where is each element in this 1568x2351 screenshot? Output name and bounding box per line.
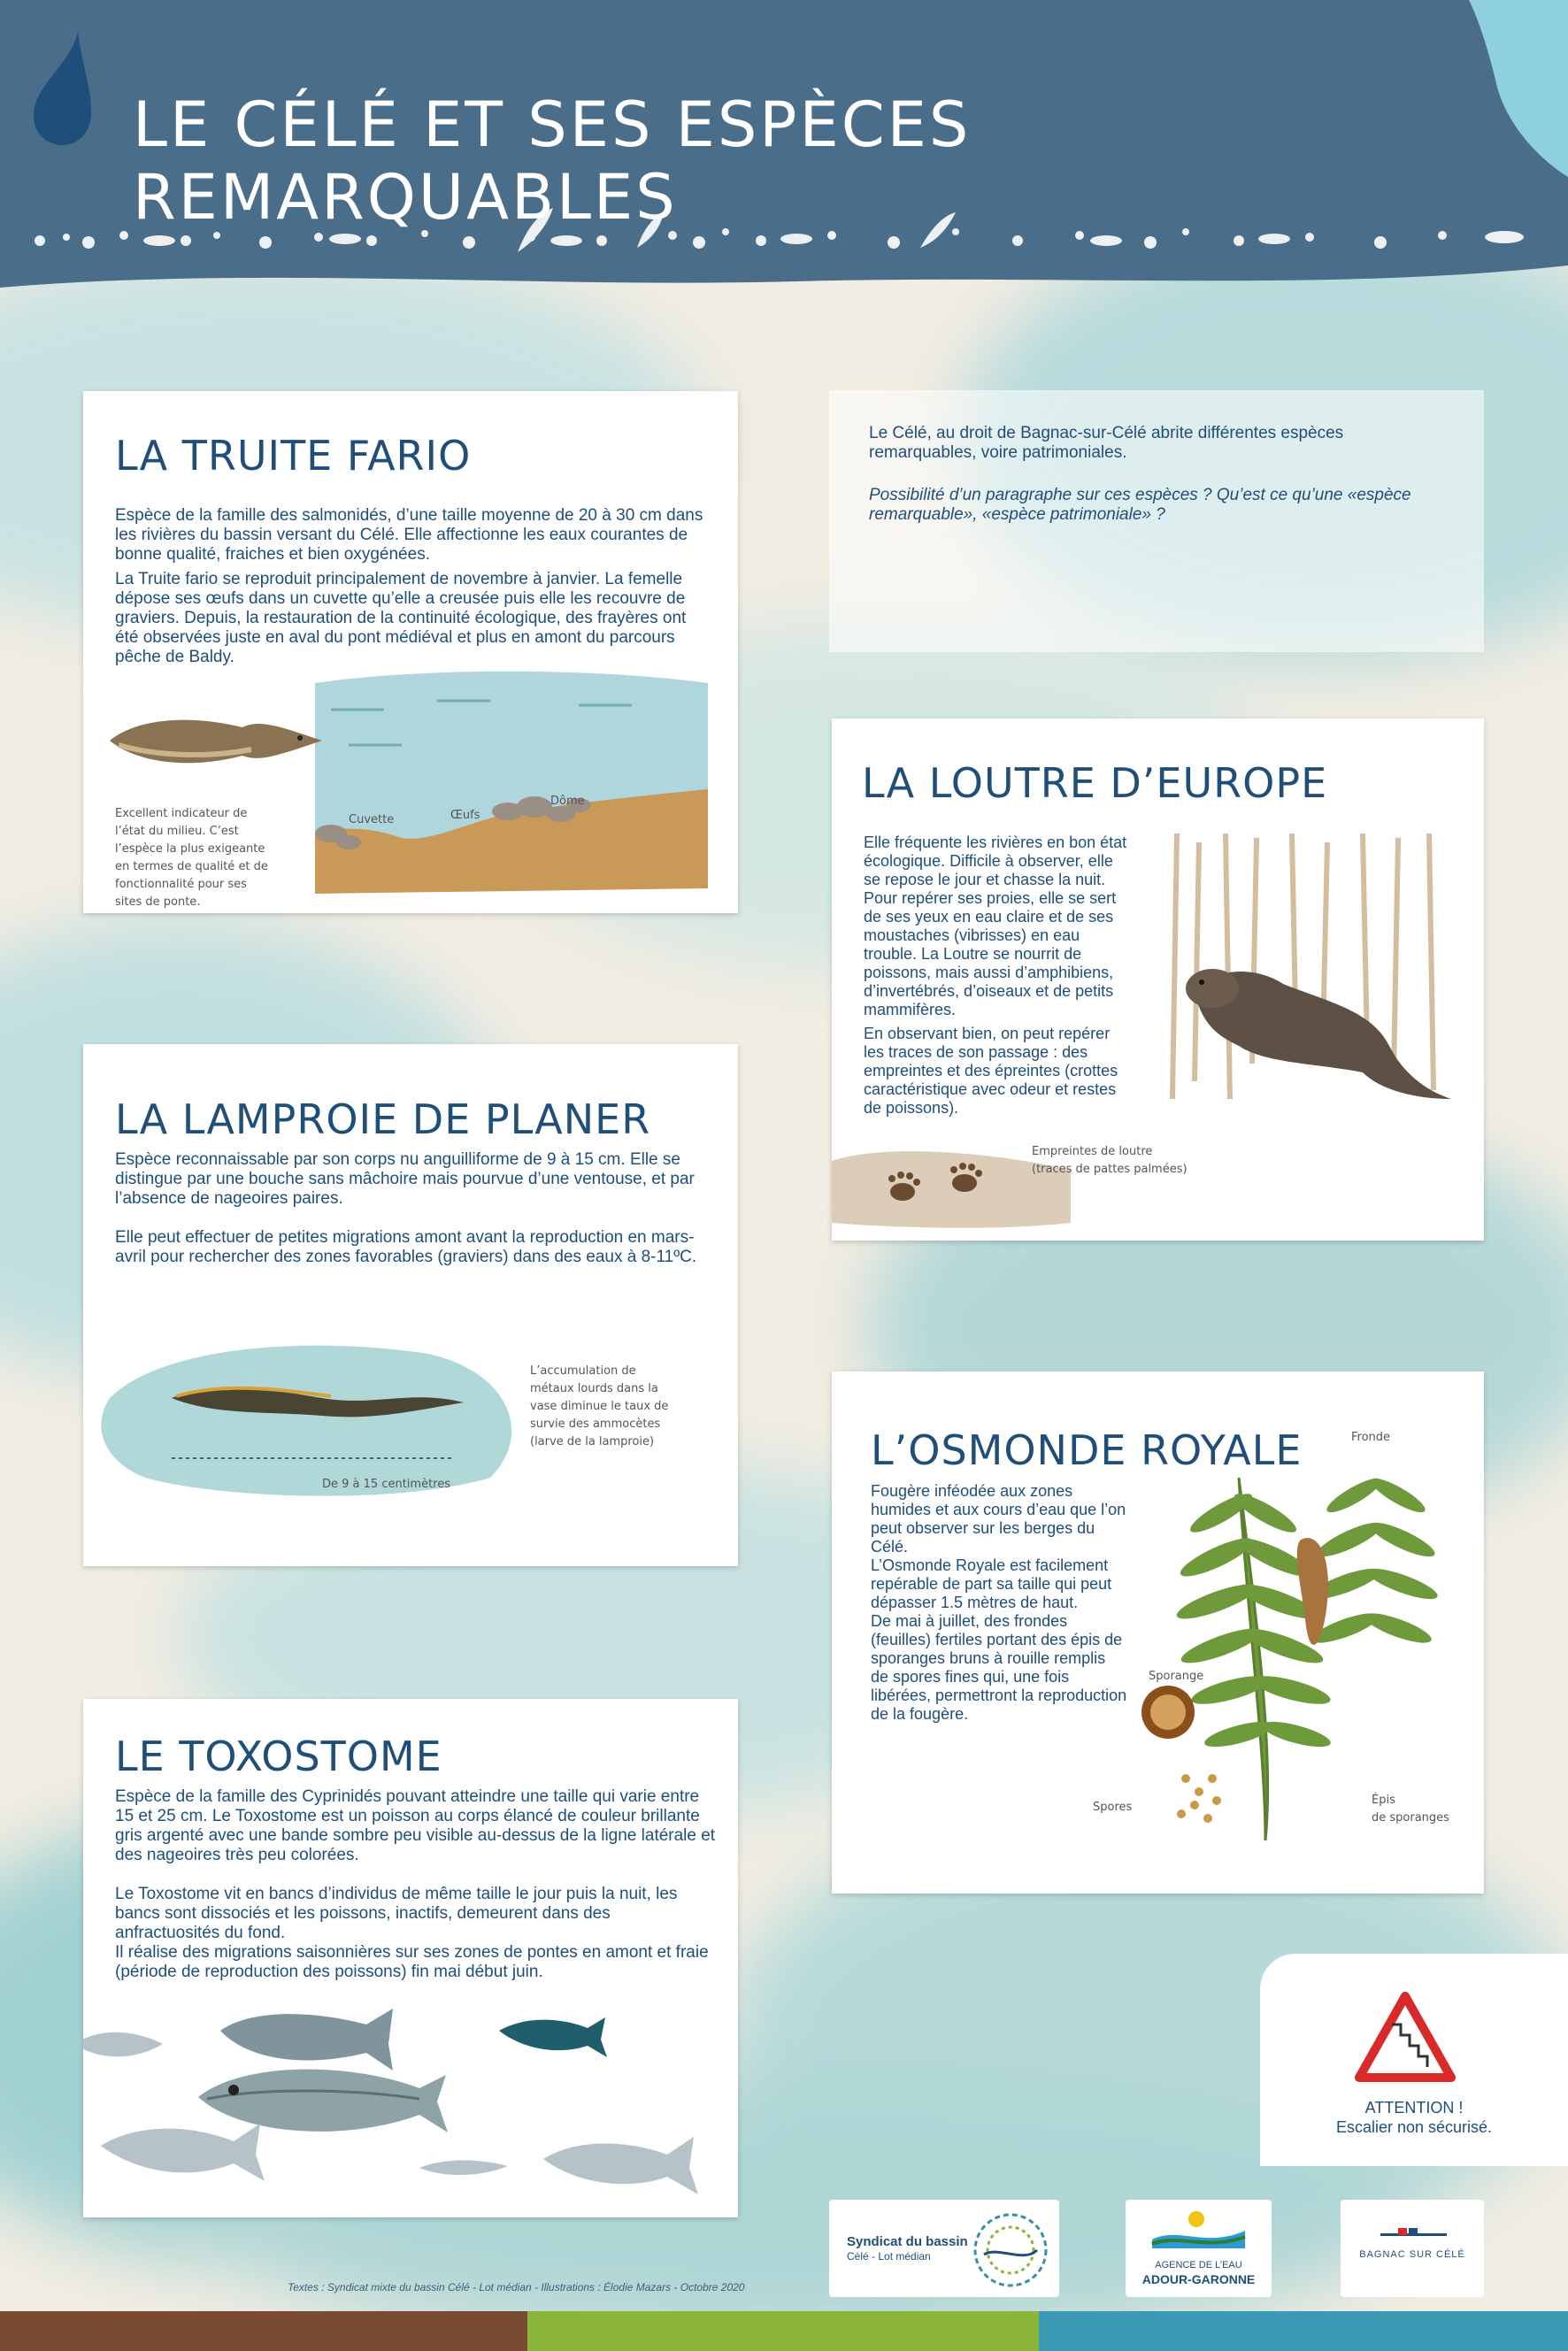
loutre-note-line1: Empreintes de loutre [1032,1145,1153,1158]
card-lamproie [83,1044,738,1566]
osmonde-label-epis-line2: de sporanges [1372,1811,1449,1825]
toxostome-text [115,1787,717,1982]
truite-text [115,506,708,672]
footer-bar-brown [0,2311,527,2351]
intro-question: Possibilité d’un paragraphe sur ces espèces ? Qu’est ce qu’une «espèce remarquable», «espèce patrimoniale» ? [869,486,1411,524]
otter-illustration [1159,834,1460,1117]
osmonde-label-spores: Spores [1093,1801,1133,1814]
osmonde-label-fronde: Fronde [1351,1431,1391,1444]
warning-stairs-icon [1352,1989,1458,2086]
bagnac-flag-icon [1380,2226,1447,2244]
lamproie-title: LA LAMPROIE DE PLANER [115,1095,651,1143]
page-title: LE CÉLÉ ET SES ESPÈCES REMARQUABLES [133,88,972,234]
osmonde-p2: L’Osmonde Royale est facilement repérable de part sa taille qui peut dépasser 1.5 mètres de haut. [871,1556,1112,1611]
attention-line2: Escalier non sécurisé. [1335,2118,1493,2136]
footer-bar-teal [1039,2311,1568,2351]
loutre-note [1032,1143,1262,1179]
footer-bar-green [527,2311,1039,2351]
card-toxostome [83,1699,738,2217]
logo-syndicat-text [847,2235,968,2263]
label-cuvette: Cuvette [349,813,395,826]
toxostome-p2: Le Toxostome vit en bancs d’individus de même taille le jour puis la nuit, les bancs sont dissociés et les poissons, inactifs, demeurent dans des anfractuosités du fond. [115,1885,678,1942]
toxostome-p3: Il réalise des migrations saisonnières sur ses zones de pontes en amont et fraie (période de reproduction des poissons) fin mai début juin. [115,1943,709,1981]
lamproie-size: De 9 à 15 centimètres [322,1478,450,1491]
loutre-p1: Elle fréquente les rivières en bon état écologique. Difficile à observer, elle se repose le jour et chasse la nuit. Pour repérer ses proies, elle se sert de ses yeux en eau claire et de ses moustaches (vibrisses) en eau trouble. La Loutre se nourrit de poissons, mais aussi d’amphibiens, d’invertébrés, d’oiseaux et de petits mammifères. [864,834,1127,1018]
attention-text [1260,2098,1568,2137]
toxostome-p1: Espèce de la famille des Cyprinidés pouvant atteindre une taille qui varie entre 15 et 25 cm. Le Toxostome est un poisson au corps élancé de couleur brillante gris argenté avec une bande sombre peu visible au-dessus de la ligne latérale et des nageoires très peu colorées. [115,1787,716,1864]
osmonde-title: L’OSMONDE ROYALE [871,1426,1303,1474]
attention-line1: ATTENTION ! [1364,2099,1464,2117]
logo-agence-eau [1126,2200,1272,2297]
agence-eau-emblem-icon [1143,2209,1254,2253]
intro-box [829,390,1484,652]
credits: Textes : Syndicat mixte du bassin Célé - Lot médian - Illustrations : Élodie Mazars - Octobre 2020 [288,2281,745,2293]
osmonde-label-epis [1372,1792,1449,1827]
osmonde-p1: Fougère inféodée aux zones humides et aux cours d’eau que l’on peut observer sur les berges du Célé. [871,1482,1126,1556]
water-drop-icon [16,32,96,147]
label-oeufs: Œufs [450,809,480,822]
logo-syndicat-line2: Célé - Lot médian [847,2250,931,2263]
loutre-title: LA LOUTRE D’EUROPE [862,759,1328,807]
card-loutre [832,718,1484,1241]
syndicat-emblem-icon [971,2210,1050,2290]
osmonde-text [871,1482,1127,1724]
loutre-text [864,834,1129,1123]
logo-bagnac [1341,2200,1484,2297]
toxostome-title: LE TOXOSTOME [115,1733,442,1780]
card-truite-fario [83,391,738,913]
osmonde-label-epis-line1: Épis [1372,1794,1395,1807]
attention-panel [1260,1954,1568,2166]
loutre-note-line2: (traces de pattes palmées) [1032,1163,1188,1176]
truite-p2: La Truite fario se reproduit principalement de novembre à janvier. La femelle dépose ses œufs dans un cuvette qu’elle a creusée puis elle les recouvre de graviers. Depuis, la restauration de la continuité écologique, des frayères ont été observées juste en aval du pont médiéval et plus en amont du parcours pêche de Baldy. [115,570,687,666]
card-osmonde [832,1371,1484,1894]
logo-syndicat-line1: Syndicat du bassin [847,2234,968,2249]
logo-syndicat [829,2200,1059,2297]
truite-title: LA TRUITE FARIO [115,432,472,480]
logo-agence-line2: ADOUR-GARONNE [1141,2272,1256,2286]
lamproie-text [115,1150,717,1272]
logo-agence-line1: AGENCE DE L’EAU [1155,2260,1242,2270]
toxostome-fish-illustration [83,1991,738,2217]
logo-bagnac-text: BAGNAC SUR CÉLÉ [1359,2249,1465,2260]
osmonde-label-sporange: Sporange [1149,1670,1204,1683]
label-dome: Dôme [550,795,585,808]
truite-note: Excellent indicateur de l’état du milieu. C’est l’espèce la plus exigeante en termes de qualité et de fonctionnalité pour ses sites de ponte. [115,807,268,909]
lamproie-p1: Espèce reconnaissable par son corps nu anguilliforme de 9 à 15 cm. Elle se distingue par une bouche sans mâchoire mais pourvue d’une ventouse, et par l’absence de nageoires paires. [115,1150,695,1208]
loutre-p2: En observant bien, on peut repérer les traces de son passage : des empreintes et des épreintes (crottes caractéristique avec odeur et restes de poissons). [864,1025,1118,1117]
truite-p1: Espèce de la famille des salmonidés, d’une taille moyenne de 20 à 30 cm dans les rivières du bassin versant du Célé. Elle affectionne les eaux courantes de bonne qualité, fraiches et bien oxygénées. [115,506,703,564]
lamproie-p2: Elle peut effectuer de petites migrations amont avant la reproduction en mars-avril pour rechercher des zones favorables (graviers) dans des eaux à 8-11ºC. [115,1228,697,1266]
lamproie-note: L’accumulation de métaux lourds dans la vase diminue le taux de survie des ammocètes (larve de la lamproie) [530,1364,669,1448]
osmonde-p3: De mai à juillet, des frondes (feuilles) fertiles portant des épis de sporanges bruns à rouille remplis de spores fines qui, une fois libérées, permettront la reproduction de la fougère. [871,1612,1127,1723]
intro-text: Le Célé, au droit de Bagnac-sur-Célé abrite différentes espèces remarquables, voire patrimoniales. [869,424,1344,462]
